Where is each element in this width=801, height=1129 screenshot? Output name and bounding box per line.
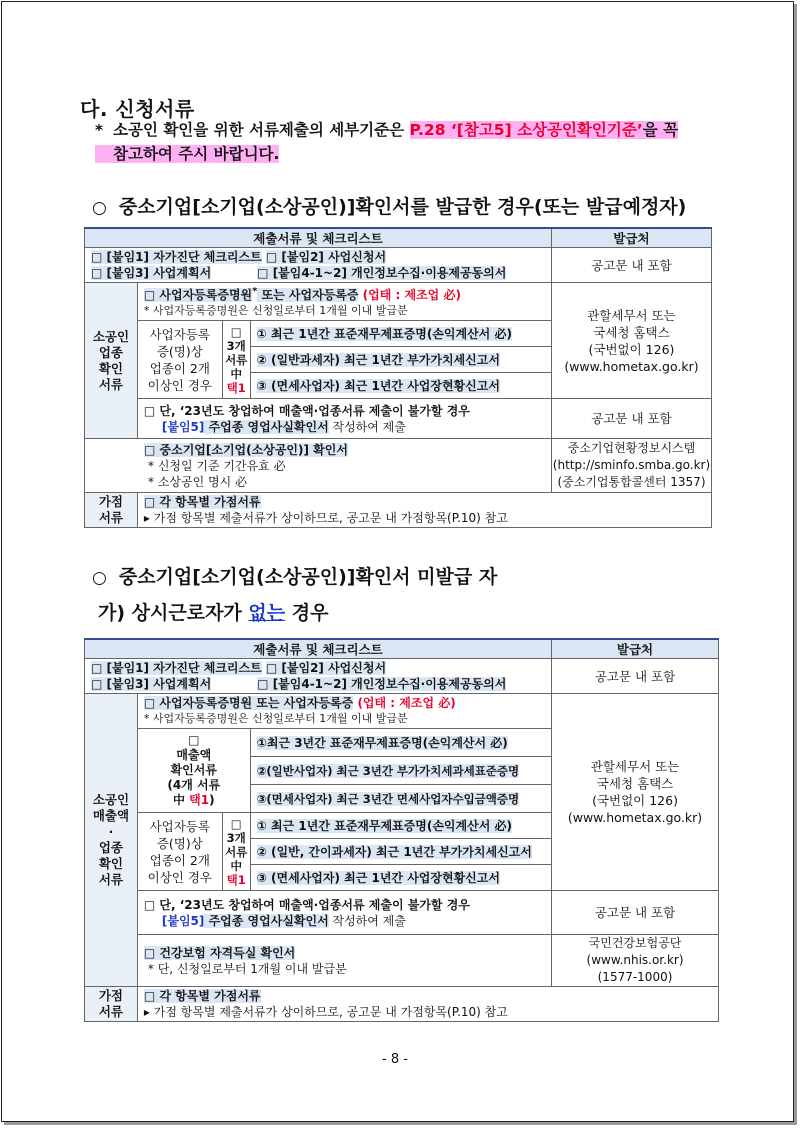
case1-col-issuer: 발급처 — [551, 228, 711, 248]
case2-s2 — [250, 757, 551, 785]
case1-common-1b: □ [붙임2] 사업신청서 — [265, 250, 387, 264]
case1-add-a: □ 각 항목별 가점서류 — [143, 495, 261, 509]
case2-reg-docs — [137, 694, 551, 729]
case2-opt2-text: ② (일반, 간이과세자) 최근 1년간 부가가치세신고서 — [256, 844, 532, 859]
note-text-b: 을 꼭 — [642, 121, 679, 139]
case1-new-b: 주업종 영업사실확인서 — [204, 419, 329, 434]
case2-common-issuer: 공고문 내 포함 — [552, 659, 719, 694]
case2-new-docs — [137, 891, 551, 935]
case1-reg-red: (업태 : 제조업 必) — [362, 288, 461, 302]
case2-ins-docs — [137, 935, 551, 987]
case2-sales-cell — [137, 729, 250, 813]
case2-new-ref: [붙임5] — [161, 913, 205, 928]
case2-sub-b: 경우 — [291, 602, 329, 624]
case2-add-b: ▸ 가점 항목별 제출서류가 상이하므로, 공고문 내 가점항목(P.10) 참고 — [143, 1005, 508, 1019]
note-reference: P.28 ‘[참고5] 소상공인확인기준’ — [409, 121, 643, 139]
case1-new-docs — [137, 399, 551, 439]
case2-sub-a: 가) 상시근로자가 — [98, 602, 242, 624]
case1-opt3 — [250, 373, 551, 399]
case2-subheading — [98, 598, 328, 625]
case2-add-a: □ 각 항목별 가점서류 — [143, 989, 261, 1003]
case2-new-issuer: 공고문 내 포함 — [552, 891, 719, 935]
case2-sales-red: 택1 — [189, 793, 210, 807]
case2-opt1 — [250, 813, 551, 839]
case2-opt2 — [250, 839, 551, 865]
case2-opt3-text: ③ (면세사업자) 최근 1년간 사업장현황신고서 — [256, 870, 500, 885]
case2-new-b: 주업종 영업사실확인서 — [204, 913, 329, 928]
case1-add-b: ▸ 가점 항목별 제출서류가 상이하므로, 공고문 내 가점항목(P.10) 참고 — [143, 511, 508, 525]
case2-table — [84, 638, 719, 1022]
page-number: - 8 - — [382, 1052, 408, 1067]
case1-new-a: □ 단, ‘23년도 창업하여 매출액·업종서류 제출이 불가할 경우 — [143, 403, 470, 418]
case2-common-1a: □ [붙임1] 자가진단 체크리스트 — [91, 661, 262, 675]
case1-common-docs — [85, 248, 552, 283]
note-star: * — [95, 121, 104, 139]
case1-reg-b: 또는 사업자등록증 — [257, 288, 359, 302]
section-note — [95, 118, 735, 166]
case1-col-docs: 제출서류 및 체크리스트 — [85, 228, 552, 248]
case2-ins-issuer: 국민건강보험공단 (www.nhis.or.kr) (1577-1000) — [552, 935, 719, 987]
case1-opt3-text: ③ (면세사업자) 최근 1년간 사업장현황신고서 — [256, 378, 500, 393]
case2-common-2a: □ [붙임3] 사업계획서 — [91, 677, 212, 691]
section-title: 다. 신청서류 — [80, 97, 195, 121]
case1-add-docs — [137, 493, 711, 528]
case2-s2-text: ②(일반사업자) 최근 3년간 부가가치세과세표준증명 — [256, 763, 520, 778]
case2-heading — [92, 562, 497, 589]
case2-pick-red: 택1 — [226, 872, 246, 887]
case2-reg-note: * 사업자등록증명원은 신청일로부터 1개월 이내 발급분 — [143, 712, 408, 725]
case2-add-docs — [137, 987, 718, 1022]
case1-pick-red: 택1 — [226, 380, 246, 395]
case2-reg-a: □ 사업자등록증명원 또는 사업자등록증 — [143, 696, 354, 710]
case2-sub-blue: 없는 — [248, 602, 286, 624]
case2-pick-label: 3개 서류 中 — [225, 830, 248, 873]
case2-new-a: □ 단, ‘23년도 창업하여 매출액·업종서류 제출이 불가할 경우 — [143, 897, 470, 912]
case1-common-2a: □ [붙임3] 사업계획서 — [91, 266, 212, 280]
case2-ins-note: * 단, 신청일로부터 1개월 이내 발급분 — [147, 961, 347, 976]
case2-sales-box: □ — [188, 733, 200, 747]
case1-table — [84, 227, 712, 528]
case2-s3 — [250, 785, 551, 813]
case1-new-issuer: 공고문 내 포함 — [551, 399, 711, 439]
case2-ins-a: □ 건강보험 자격득실 확인서 — [143, 945, 296, 960]
case1-reg-sup: * — [252, 286, 258, 297]
case2-col-issuer: 발급처 — [552, 639, 719, 659]
case2-common-2b: □ [붙임4-1~2] 개인정보수집·이용제공동의서 — [257, 677, 507, 691]
note-text-a: 소공인 확인을 위한 서류제출의 세부기준은 — [113, 121, 405, 139]
case1-reg-docs — [137, 283, 551, 321]
case1-sme-n2: * 소상공인 명시 必 — [148, 474, 247, 489]
case2-col-docs: 제출서류 및 체크리스트 — [85, 639, 552, 659]
case1-over2-label: 사업자등록 증(명)상 업종이 2개 이상인 경우 — [137, 321, 222, 399]
case1-tax-issuer: 관할세무서 또는 국세청 홈택스 (국번없이 126) (www.hometax.go.kr) — [551, 283, 711, 399]
case2-reg-red: (업태 : 제조업 必) — [357, 696, 456, 710]
case2-sales-close: ) — [209, 793, 215, 807]
case1-opt2-text: ② (일반과세자) 최근 1년간 부가가치세신고서 — [256, 352, 500, 367]
case1-category: 소공인 업종 확인 서류 — [85, 283, 138, 439]
case1-reg-note: * 사업자등록증명원은 신청일로부터 1개월 이내 발급분 — [143, 304, 408, 317]
case2-opt1-text: ① 최근 1년간 표준재무제표증명(손익계산서 必) — [256, 818, 512, 833]
case1-sme-a: □ 중소기업[소기업(소상공인)] 확인서 — [144, 442, 348, 457]
case1-common-1a: □ [붙임1] 자가진단 체크리스트 — [91, 250, 262, 264]
case1-opt2 — [250, 347, 551, 373]
case2-over2-label: 사업자등록 증(명)상 업종이 2개 이상인 경우 — [137, 813, 222, 891]
case1-opt1 — [250, 321, 551, 347]
case1-new-ref: [붙임5] — [161, 419, 205, 434]
case1-pick-box: □ — [230, 324, 242, 339]
case2-s3-text: ③(면세사업자) 최근 3년간 면세사업자수입금액증명 — [256, 791, 520, 806]
case1-sme-n1: * 신청일 기준 기간유효 必 — [148, 458, 286, 473]
case2-s1-text: ①최근 3년간 표준재무제표증명(손익계산서 必) — [256, 735, 508, 750]
case2-pick-box: □ — [230, 816, 242, 831]
case2-common-1b: □ [붙임2] 사업신청서 — [265, 661, 387, 675]
case1-bullet: ○ — [92, 198, 107, 218]
note-text-line2: 참고하여 주시 바랍니다. — [95, 145, 279, 163]
case2-bullet: ○ — [92, 568, 107, 588]
case1-reg-a: □ 사업자등록증명원 — [143, 288, 253, 302]
case2-s1 — [250, 729, 551, 757]
case2-new-c: 작성하여 제출 — [328, 913, 406, 928]
case1-opt1-text: ① 최근 1년간 표준재무제표증명(손익계산서 必) — [256, 326, 512, 341]
case1-add-label: 가점 서류 — [85, 493, 138, 528]
case1-heading-text: 중소기업[소기업(소상공인)]확인서를 발급한 경우(또는 발급예정자) — [118, 196, 687, 218]
case2-opt3 — [250, 865, 551, 891]
case1-pick-label: 3개 서류 中 — [225, 338, 248, 381]
case1-sme-issuer: 중소기업현황정보시스템 (http://sminfo.smba.go.kr) (중소기업통합콜센터 1357) — [551, 439, 711, 493]
case1-sme-docs — [85, 439, 552, 493]
case2-category: 소공인 매출액 · 업종 확인 서류 — [85, 694, 138, 987]
case2-tax-issuer: 관할세무서 또는 국세청 홈택스 (국번없이 126) (www.hometax.go.kr) — [552, 694, 719, 891]
case2-sales-label: 매출액 확인서류 (4개 서류 中 — [167, 748, 221, 807]
case1-common-2b: □ [붙임4-1~2] 개인정보수집·이용제공동의서 — [257, 266, 507, 280]
case1-common-issuer: 공고문 내 포함 — [551, 248, 711, 283]
case2-common-docs — [85, 659, 552, 694]
case2-add-label: 가점 서류 — [85, 987, 138, 1022]
case1-heading — [92, 192, 686, 219]
case2-heading-text: 중소기업[소기업(소상공인)]확인서 미발급 자 — [118, 566, 498, 588]
case2-pick-cell — [222, 813, 250, 891]
case1-pick-cell — [222, 321, 250, 399]
case1-new-c: 작성하여 제출 — [328, 419, 406, 434]
